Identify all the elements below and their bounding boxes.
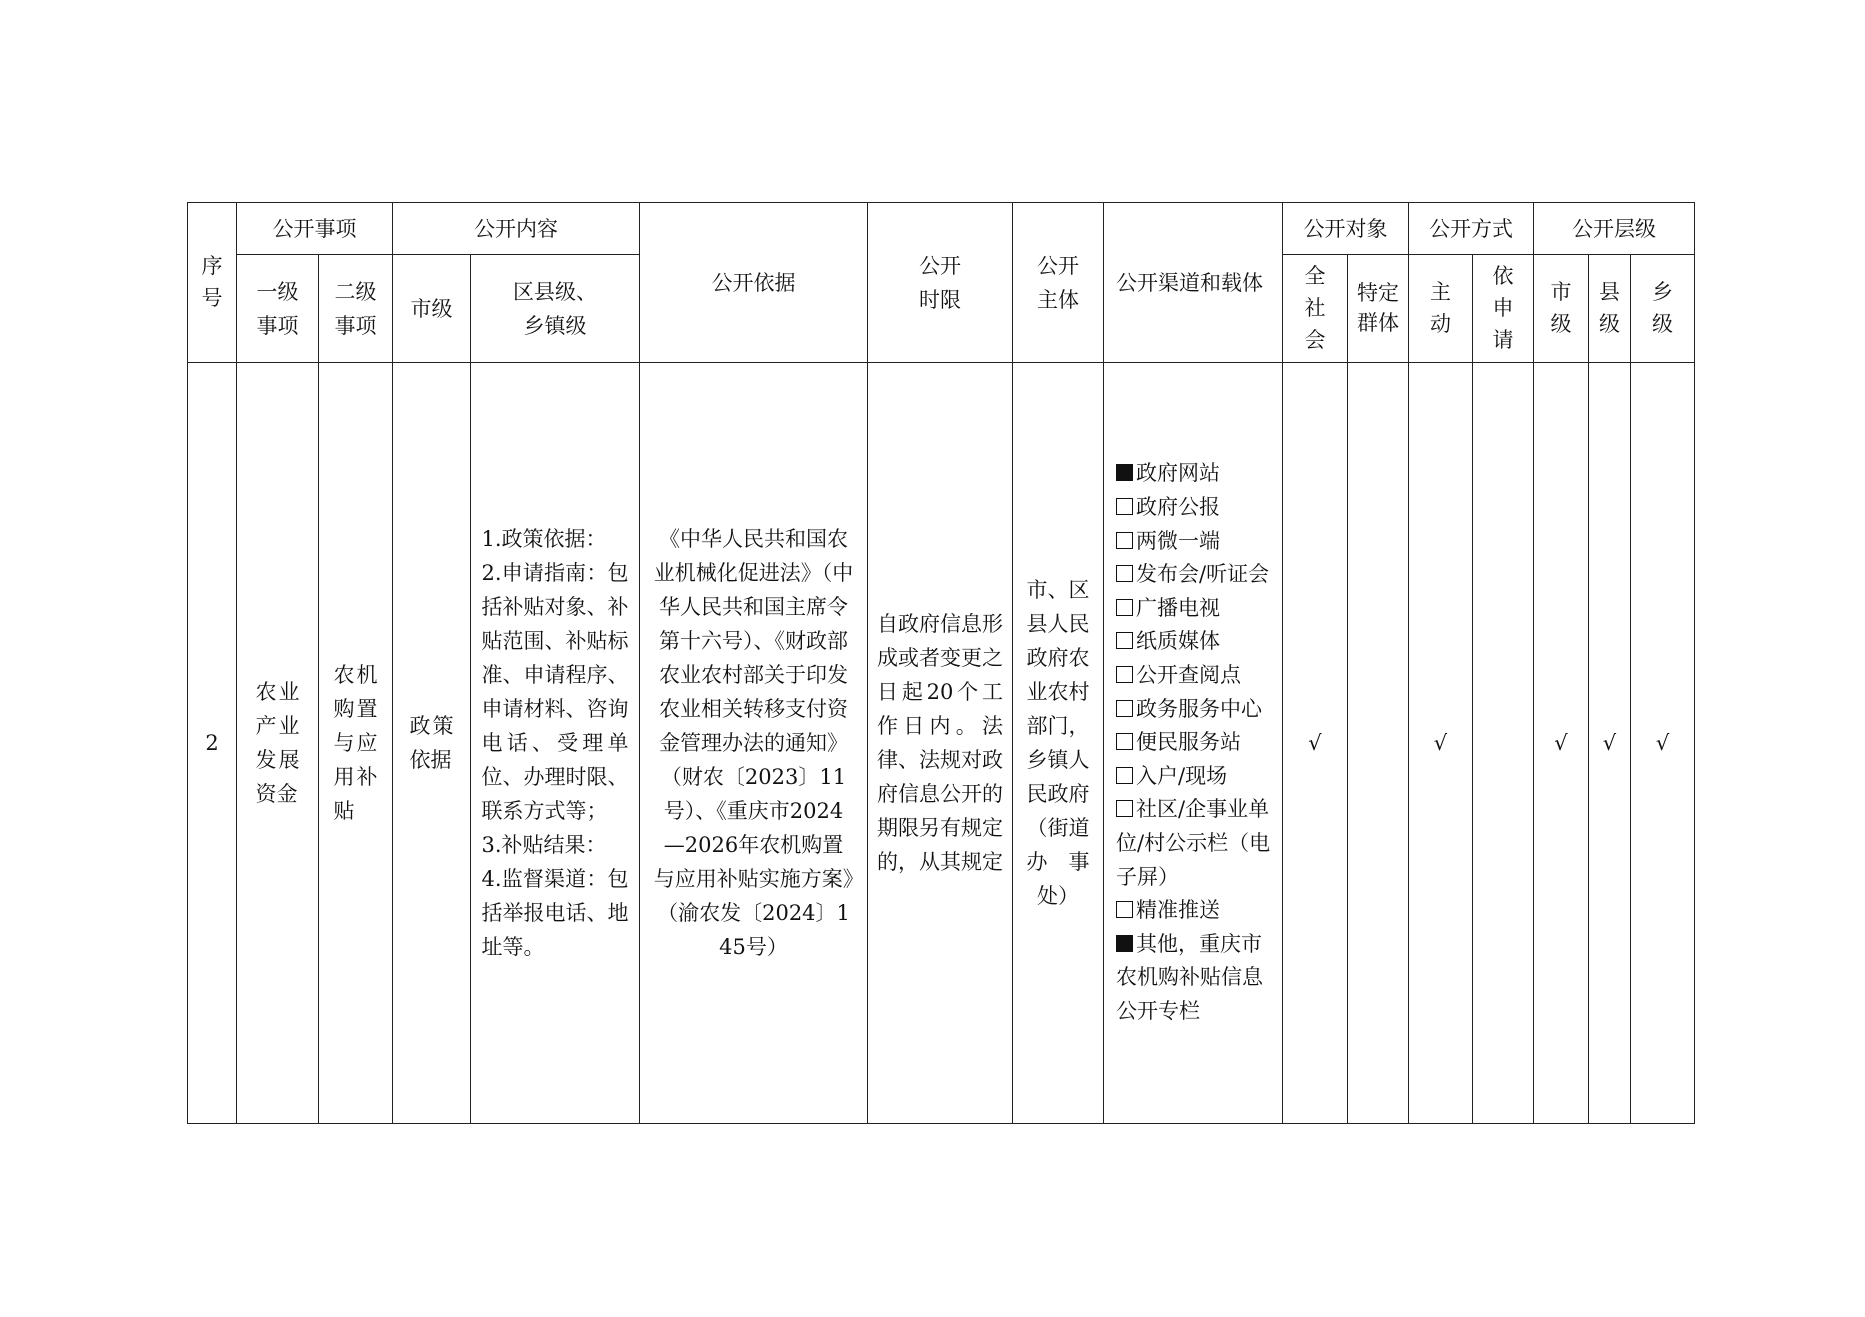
row-item-level2: 农机购置与应用补贴: [319, 363, 393, 1124]
header-level-county: 县级: [1589, 255, 1631, 363]
row-item-level1: 农业产业发展资金: [237, 363, 319, 1124]
channel-label: 两微一端: [1136, 528, 1220, 553]
row-content-city: 政策依据: [393, 363, 471, 1124]
header-subject: 公开 主体: [1013, 203, 1104, 363]
header-time-limit: 公开 时限: [868, 203, 1013, 363]
header-method-request: 依申请: [1473, 255, 1534, 363]
header-item-group: 公开事项: [237, 203, 393, 255]
channel-item: [1116, 558, 1276, 592]
unchecked-box-icon: [1116, 700, 1133, 717]
header-basis: 公开依据: [640, 203, 868, 363]
channel-label: 社区/企事业单位/村公示栏（电子屏）: [1116, 797, 1271, 889]
unchecked-box-icon: [1116, 733, 1133, 750]
channel-item: [1116, 894, 1276, 928]
header-target-all: 全社会: [1283, 255, 1348, 363]
table-row: [188, 363, 1695, 1124]
row-channels: [1104, 363, 1283, 1124]
channel-label: 其他，重庆市农机购补贴信息公开专栏: [1116, 931, 1263, 1023]
channel-item: [1116, 659, 1276, 693]
row-target-specific: [1348, 363, 1409, 1124]
disclosure-table: [187, 202, 1695, 1124]
channel-item: [1116, 793, 1276, 894]
channel-label: 便民服务站: [1136, 730, 1241, 755]
unchecked-box-icon: [1116, 565, 1133, 582]
header-target-group: 公开对象: [1283, 203, 1409, 255]
channel-label: 入户/现场: [1136, 763, 1228, 788]
row-level-town: √: [1631, 363, 1695, 1124]
unchecked-box-icon: [1116, 666, 1133, 683]
channel-item: [1116, 693, 1276, 727]
header-method-group: 公开方式: [1409, 203, 1534, 255]
row-method-active: √: [1409, 363, 1473, 1124]
channel-list: [1116, 457, 1276, 1028]
channel-item: [1116, 760, 1276, 794]
row-time-limit: 自政府信息形成或者变更之日起20个工作日内。法律、法规对政府信息公开的期限另有规定的，从其规定: [868, 363, 1013, 1124]
channel-item: [1116, 457, 1276, 491]
unchecked-box-icon: [1116, 901, 1133, 918]
unchecked-box-icon: [1116, 599, 1133, 616]
channel-item: [1116, 592, 1276, 626]
row-level-county: √: [1589, 363, 1631, 1124]
header-seq: 序号: [188, 203, 237, 363]
header-content-county: 区县级、 乡镇级: [471, 255, 640, 363]
header-level-town: 乡级: [1631, 255, 1695, 363]
channel-item: [1116, 491, 1276, 525]
unchecked-box-icon: [1116, 800, 1133, 817]
channel-item: [1116, 726, 1276, 760]
channel-label: 政府公报: [1136, 495, 1220, 520]
unchecked-box-icon: [1116, 767, 1133, 784]
channel-item: [1116, 625, 1276, 659]
header-item-level1: 一级事项: [237, 255, 319, 363]
channel-label: 政务服务中心: [1136, 696, 1262, 721]
channel-label: 精准推送: [1136, 898, 1220, 923]
header-level-group: 公开层级: [1534, 203, 1695, 255]
header-level-city: 市级: [1534, 255, 1589, 363]
header-content-group: 公开内容: [393, 203, 640, 255]
header-content-city: 市级: [393, 255, 471, 363]
unchecked-box-icon: [1116, 532, 1133, 549]
unchecked-box-icon: [1116, 498, 1133, 515]
row-basis: 《中华人民共和国农业机械化促进法》（中华人民共和国主席令第十六号）、《财政部 农业农村部关于印发农业相关转移支付资金管理办法的通知》（财农〔2023〕11号）、《重庆市2024—2026年农机购置与应用补贴实施方案》（渝农发〔2024〕145号）: [640, 363, 868, 1124]
header-method-active: 主动: [1409, 255, 1473, 363]
channel-label: 公开查阅点: [1136, 663, 1241, 688]
channel-label: 纸质媒体: [1136, 629, 1220, 654]
header-item-level2: 二级事项: [319, 255, 393, 363]
row-level-city: √: [1534, 363, 1589, 1124]
checked-box-icon: [1116, 935, 1133, 952]
row-method-request: [1473, 363, 1534, 1124]
channel-label: 发布会/听证会: [1136, 562, 1270, 587]
row-content-county: 1.政策依据： 2.申请指南：包括补贴对象、补贴范围、补贴标准、申请程序、申请材料、咨询电话、受理单位、办理时限、联系方式等； 3.补贴结果： 4.监督渠道：包括举报电话、地址等。: [471, 363, 640, 1124]
row-target-all: √: [1283, 363, 1348, 1124]
channel-item: [1116, 928, 1276, 1029]
header-target-specific: 特定群体: [1348, 255, 1409, 363]
header-channels: 公开渠道和载体: [1104, 203, 1283, 363]
checked-box-icon: [1116, 464, 1133, 481]
unchecked-box-icon: [1116, 632, 1133, 649]
channel-label: 政府网站: [1136, 461, 1220, 486]
channel-label: 广播电视: [1136, 595, 1220, 620]
row-subject: 市、区县人民政府农业农村部门，乡镇人民政府（街道办事处）: [1013, 363, 1104, 1124]
channel-item: [1116, 525, 1276, 559]
row-seq: 2: [188, 363, 237, 1124]
